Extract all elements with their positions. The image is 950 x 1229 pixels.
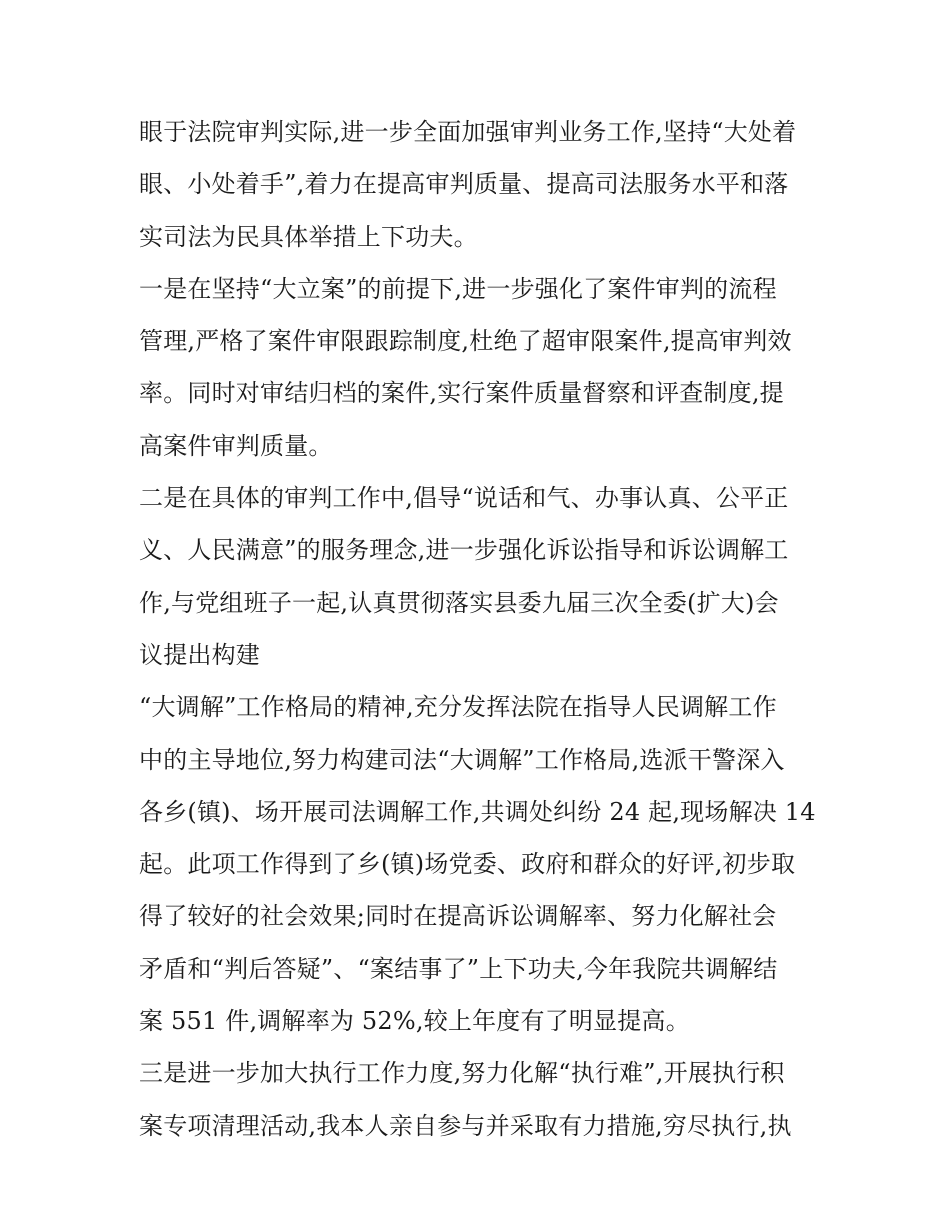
text-line: 得了较好的社会效果;同时在提高诉讼调解率、努力化解社会 xyxy=(139,902,777,931)
text-line: 眼、小处着手”,着力在提高审判质量、提高司法服务水平和落 xyxy=(139,170,789,199)
text-line: 案 551 件,调解率为 52%,较上年度有了明显提高。 xyxy=(139,1007,690,1036)
text-line: 实司法为民具体举措上下功夫。 xyxy=(139,222,478,251)
text-line: 中的主导地位,努力构建司法“大调解”工作格局,选派干警深入 xyxy=(139,745,785,774)
text-line: 矛盾和“判后答疑”、“案结事了”上下功夫,今年我院共调解结 xyxy=(139,954,778,983)
text-line: 各乡(镇)、场开展司法调解工作,共调处纠纷 24 起,现场解决 14 xyxy=(139,797,816,826)
text-line: 起。此项工作得到了乡(镇)场党委、政府和群众的好评,初步取 xyxy=(139,850,796,879)
document-body xyxy=(139,106,829,1152)
text-line: 三是进一步加大执行工作力度,努力化解“执行难”,开展执行积 xyxy=(139,1059,785,1088)
text-line: 案专项清理活动,我本人亲自参与并采取有力措施,穷尽执行,执 xyxy=(139,1111,792,1140)
text-line: 作,与党组班子一起,认真贯彻落实县委九届三次全委(扩大)会 xyxy=(139,588,779,617)
text-line: 义、人民满意”的服务理念,进一步强化诉讼指导和诉讼调解工 xyxy=(139,536,789,565)
text-line: 议提出构建 xyxy=(139,640,260,669)
text-line: 一是在坚持“大立案”的前提下,进一步强化了案件审判的流程 xyxy=(139,274,777,303)
text-line: 眼于法院审判实际,进一步全面加强审判业务工作,坚持“大处着 xyxy=(139,118,797,146)
text-line: “大调解”工作格局的精神,充分发挥法院在指导人民调解工作 xyxy=(139,693,777,722)
text-line: 二是在具体的审判工作中,倡导“说话和气、办事认真、公平正 xyxy=(139,484,789,513)
text-line: 高案件审判质量。 xyxy=(139,431,333,460)
text-line: 率。同时对审结归档的案件,实行案件质量督察和评查制度,提 xyxy=(139,379,784,408)
text-line: 管理,严格了案件审限跟踪制度,杜绝了超审限案件,提高审判效 xyxy=(139,327,792,356)
